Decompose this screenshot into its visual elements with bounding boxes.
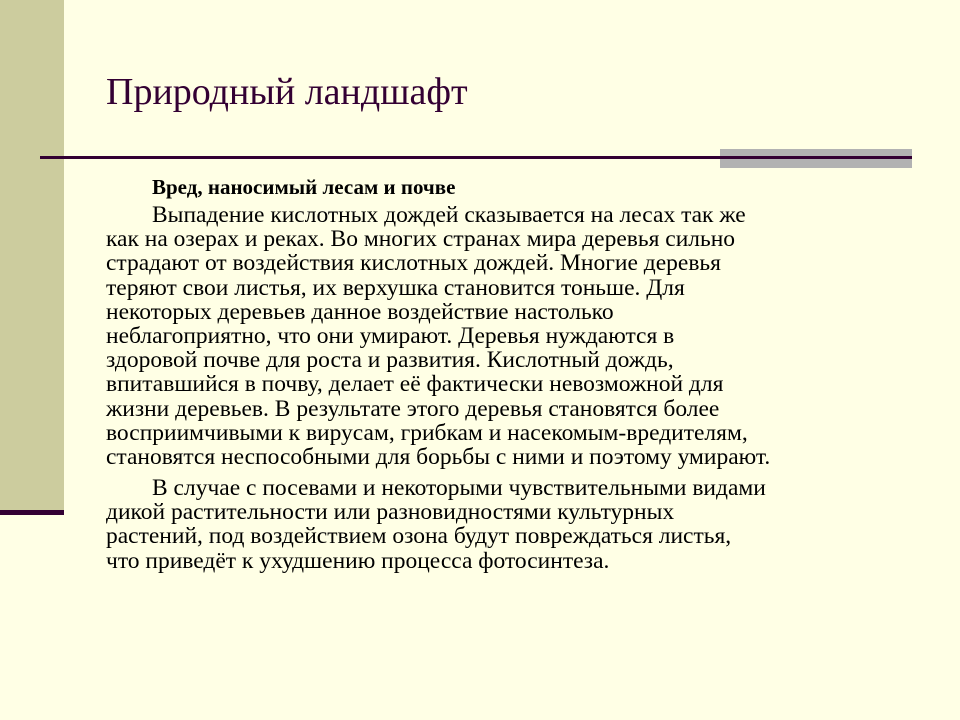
paragraph-line: дикой растительности или разновидностями культурных <box>106 499 675 526</box>
paragraph-line: В случае с посевами и некоторыми чувствительными видами <box>152 475 766 502</box>
paragraph-line: восприимчивыми к вирусам, грибкам и насекомым-вредителям, <box>106 419 748 446</box>
left-decorative-bar <box>0 0 64 511</box>
paragraph-line: становятся неспособными для борьбы с ними и поэтому умирают. <box>106 443 771 470</box>
paragraph-line: некоторых деревьев данное воздействие настолько <box>106 298 614 325</box>
paragraph-1 <box>106 203 926 469</box>
slide-body <box>106 172 926 573</box>
left-accent-line <box>0 510 64 515</box>
paragraph-line: растений, под воздействием озона будут повреждаться листья, <box>106 523 732 550</box>
subheading: Вред, наносимый лесам и почве <box>152 175 456 199</box>
paragraph-line: страдают от воздействия кислотных дождей. Многие деревья <box>106 250 721 277</box>
paragraph-line: как на озерах и реках. Во многих странах мира деревья сильно <box>106 226 736 253</box>
paragraph-line: здоровой почве для роста и развития. Кислотный дождь, <box>106 347 674 374</box>
paragraph-line: Выпадение кислотных дождей сказывается на лесах так же <box>152 202 746 228</box>
paragraph-line: что приведёт к ухудшению процесса фотосинтеза. <box>106 547 610 574</box>
paragraph-2 <box>106 476 926 573</box>
paragraph-line: теряют свои листья, их верхушка становится тоньше. Для <box>106 274 685 301</box>
title-divider-rule <box>40 156 912 159</box>
paragraph-line: неблагоприятно, что они умирают. Деревья нуждаются в <box>106 322 675 349</box>
paragraph-line: жизни деревьев. В результате этого деревья становятся более <box>106 395 720 422</box>
paragraph-line: впитавшийся в почву, делает её фактически невозможной для <box>106 371 724 398</box>
slide-title: Природный ландшафт <box>106 71 468 113</box>
